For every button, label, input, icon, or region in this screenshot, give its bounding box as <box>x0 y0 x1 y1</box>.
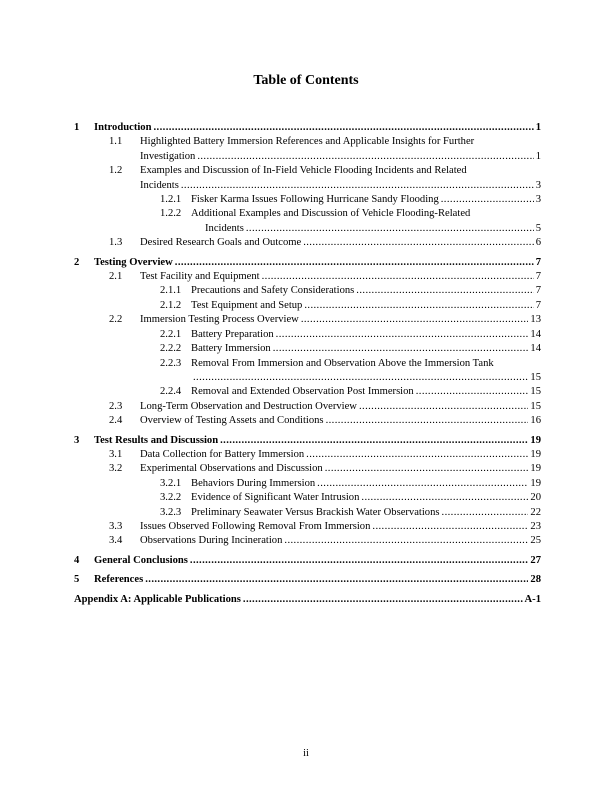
toc-page: 3 <box>535 194 541 206</box>
toc-entry-5[interactable] <box>74 573 541 587</box>
toc-entry-2-2-3[interactable] <box>74 357 541 386</box>
toc-page: 16 <box>530 415 541 427</box>
toc-title-line1: Removal From Immersion and Observation Above the Immersion Tank <box>191 357 494 369</box>
toc-entry-2[interactable] <box>74 256 541 270</box>
toc-number: 3.4 <box>109 535 123 547</box>
toc-title: Appendix A: Applicable Publications <box>74 593 241 605</box>
toc-number: 3.3 <box>109 520 123 532</box>
toc-title: Test Results and Discussion <box>94 434 219 446</box>
toc-entry-appendix-a[interactable] <box>74 593 541 607</box>
toc-number: 1.3 <box>109 237 123 249</box>
toc-entry-2-3[interactable] <box>74 400 541 414</box>
toc-number: 1.1 <box>109 136 123 148</box>
toc-number: 5 <box>74 574 80 586</box>
toc-number: 1 <box>74 122 80 133</box>
toc-entry-2-2-4[interactable] <box>74 385 541 399</box>
table-of-contents <box>74 121 541 607</box>
toc-entry-3-1[interactable] <box>74 448 541 462</box>
toc-title: Behaviors During Immersion <box>191 477 316 489</box>
toc-title: Battery Preparation <box>191 328 274 340</box>
toc-number: 2.3 <box>109 400 123 412</box>
toc-number: 2.2.1 <box>160 328 182 340</box>
toc-title: Test Equipment and Setup <box>191 299 303 311</box>
toc-page: 27 <box>530 554 541 566</box>
toc-entry-2-2-2[interactable] <box>74 342 541 356</box>
toc-page: 14 <box>530 328 541 340</box>
toc-title: Testing Overview <box>94 256 173 268</box>
toc-page: 5 <box>535 222 541 234</box>
toc-number: 2.2 <box>109 314 123 326</box>
toc-number: 1.2.1 <box>160 194 182 206</box>
toc-title: Removal and Extended Observation Post Immersion <box>191 386 414 398</box>
toc-entry-3-4[interactable] <box>74 534 541 548</box>
toc-entry-1-2-2[interactable] <box>74 207 541 236</box>
toc-page: 19 <box>530 463 541 475</box>
toc-page: 15 <box>530 371 541 383</box>
toc-number: 2.1.1 <box>160 285 182 297</box>
toc-page: 15 <box>530 386 541 398</box>
toc-title-line2: Investigation <box>140 150 196 162</box>
toc-title: Immersion Testing Process Overview <box>140 314 299 326</box>
toc-title: Data Collection for Battery Immersion <box>140 448 305 460</box>
toc-title: Long-Term Observation and Destruction Overview <box>140 400 357 412</box>
toc-entry-1-2[interactable] <box>74 164 541 193</box>
toc-title: Test Facility and Equipment <box>140 271 260 283</box>
toc-title: References <box>94 574 144 586</box>
toc-page: 28 <box>530 574 541 586</box>
toc-page: 6 <box>535 237 541 249</box>
toc-page: 23 <box>530 520 541 532</box>
toc-page: 7 <box>535 256 541 268</box>
toc-title-line2: Incidents <box>205 222 244 234</box>
toc-entry-2-2[interactable] <box>74 313 541 327</box>
toc-page: 7 <box>535 271 541 283</box>
toc-page: 19 <box>530 448 541 460</box>
toc-number: 3.2.2 <box>160 492 182 504</box>
toc-number: 3.2 <box>109 463 123 475</box>
toc-title-line1: Examples and Discussion of In-Field Vehicle Flooding Incidents and Related <box>140 165 467 177</box>
toc-entry-3-2-3[interactable] <box>74 506 541 520</box>
toc-number: 2.4 <box>109 415 123 427</box>
toc-entry-2-1[interactable] <box>74 270 541 284</box>
toc-entry-1[interactable] <box>74 121 541 135</box>
toc-title: Issues Observed Following Removal From Immersion <box>140 520 371 532</box>
toc-entry-3-2-2[interactable] <box>74 491 541 505</box>
toc-page: 1 <box>535 150 541 162</box>
toc-title: Observations During Incineration <box>140 535 283 547</box>
toc-page: A-1 <box>524 593 541 605</box>
page-number: ii <box>303 748 309 759</box>
toc-title: Precautions and Safety Considerations <box>191 285 355 297</box>
toc-page: 13 <box>530 314 541 326</box>
toc-page: 3 <box>535 179 541 191</box>
toc-entry-1-1[interactable] <box>74 135 541 164</box>
toc-entry-1-3[interactable] <box>74 236 541 250</box>
toc-page: 20 <box>530 492 541 504</box>
toc-title: Overview of Testing Assets and Conditions <box>140 415 324 427</box>
toc-page: 1 <box>535 122 541 133</box>
toc-entry-1-2-1[interactable] <box>74 193 541 207</box>
toc-entry-2-4[interactable] <box>74 414 541 428</box>
toc-number: 2.2.3 <box>160 357 182 369</box>
toc-entry-3[interactable] <box>74 434 541 448</box>
toc-title: Introduction <box>94 122 152 133</box>
toc-number: 1.2.2 <box>160 208 182 220</box>
toc-title: Battery Immersion <box>191 343 271 355</box>
toc-page: 15 <box>530 400 541 412</box>
page-title: Table of Contents <box>253 73 359 88</box>
toc-entry-2-1-1[interactable] <box>74 284 541 298</box>
toc-entry-2-1-2[interactable] <box>74 299 541 313</box>
toc-title: Fisker Karma Issues Following Hurricane Sandy Flooding <box>191 194 439 206</box>
toc-title: Preliminary Seawater Versus Brackish Water Observations <box>191 506 440 518</box>
toc-title: Experimental Observations and Discussion <box>140 463 323 475</box>
toc-title: Desired Research Goals and Outcome <box>140 237 302 249</box>
toc-number: 2.1.2 <box>160 299 182 311</box>
toc-title: Evidence of Significant Water Intrusion <box>191 492 360 504</box>
toc-title-line1: Additional Examples and Discussion of Vehicle Flooding-Related <box>191 208 471 220</box>
toc-number: 2.1 <box>109 271 123 283</box>
toc-entry-4[interactable] <box>74 554 541 568</box>
toc-page: 19 <box>530 477 541 489</box>
toc-title: General Conclusions <box>94 554 188 566</box>
toc-number: 3 <box>74 434 80 446</box>
toc-page: 7 <box>535 299 541 311</box>
toc-number: 2.2.4 <box>160 386 182 398</box>
toc-number: 4 <box>74 554 80 566</box>
toc-page: 22 <box>530 506 541 518</box>
toc-page: 14 <box>530 343 541 355</box>
toc-entry-3-2[interactable] <box>74 462 541 476</box>
toc-number: 3.2.3 <box>160 506 182 518</box>
toc-page: 25 <box>530 535 541 547</box>
toc-title-line2: Incidents <box>140 179 179 191</box>
toc-number: 1.2 <box>109 165 123 177</box>
toc-page: 7 <box>535 285 541 297</box>
toc-number: 2.2.2 <box>160 343 182 355</box>
toc-number: 3.2.1 <box>160 477 182 489</box>
toc-title-line1: Highlighted Battery Immersion References and Applicable Insights for Further <box>140 136 475 148</box>
toc-entry-3-3[interactable] <box>74 520 541 534</box>
toc-page: 19 <box>530 434 541 446</box>
toc-number: 3.1 <box>109 448 123 460</box>
toc-entry-2-2-1[interactable] <box>74 328 541 342</box>
toc-number: 2 <box>74 256 80 268</box>
toc-entry-3-2-1[interactable] <box>74 477 541 491</box>
